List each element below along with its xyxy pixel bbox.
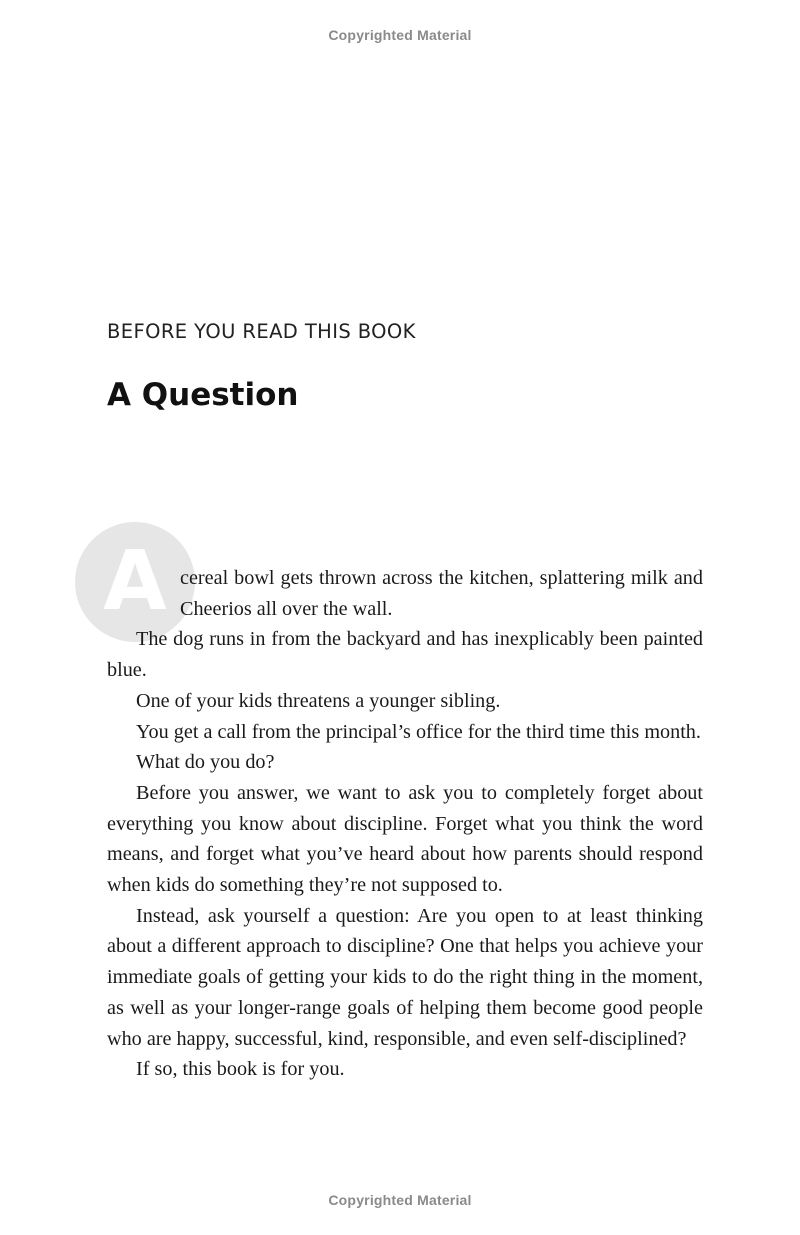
paragraph: Before you answer, we want to ask you to completely forget about everything you know about discipline. Forget what you think the word means, and forget what you’ve heard about how parents should respond when kids do something they’re not supposed to.	[107, 781, 703, 897]
drop-cap-letter: A	[103, 534, 167, 629]
paragraph: You get a call from the principal’s office for the third time this month.	[136, 720, 701, 743]
copyright-watermark-bottom: Copyrighted Material	[328, 1192, 472, 1208]
paragraph: What do you do?	[136, 751, 275, 774]
paragraph: One of your kids threatens a younger sibling.	[136, 689, 501, 712]
paragraph: Instead, ask yourself a question: Are you open to at least thinking about a different approach to discipline? One that helps you achieve your immediate goals of getting your kids to do the right thing in the moment, as well as your longer-range goals of helping them become good people who are happy, successful, kind, responsible, and even self-disciplined?	[107, 904, 703, 1050]
paragraph: The dog runs in from the backyard and has inexplicably been painted blue.	[107, 628, 703, 682]
copyright-watermark-top: Copyrighted Material	[328, 27, 472, 43]
paragraph: If so, this book is for you.	[136, 1058, 345, 1081]
body-text	[107, 563, 703, 1085]
chapter-title: A Question	[107, 377, 299, 413]
chapter-eyebrow: BEFORE YOU READ THIS BOOK	[107, 320, 416, 343]
paragraph-opening: cereal bowl gets thrown across the kitchen, splattering milk and Cheerios all over the wall.	[180, 567, 703, 620]
